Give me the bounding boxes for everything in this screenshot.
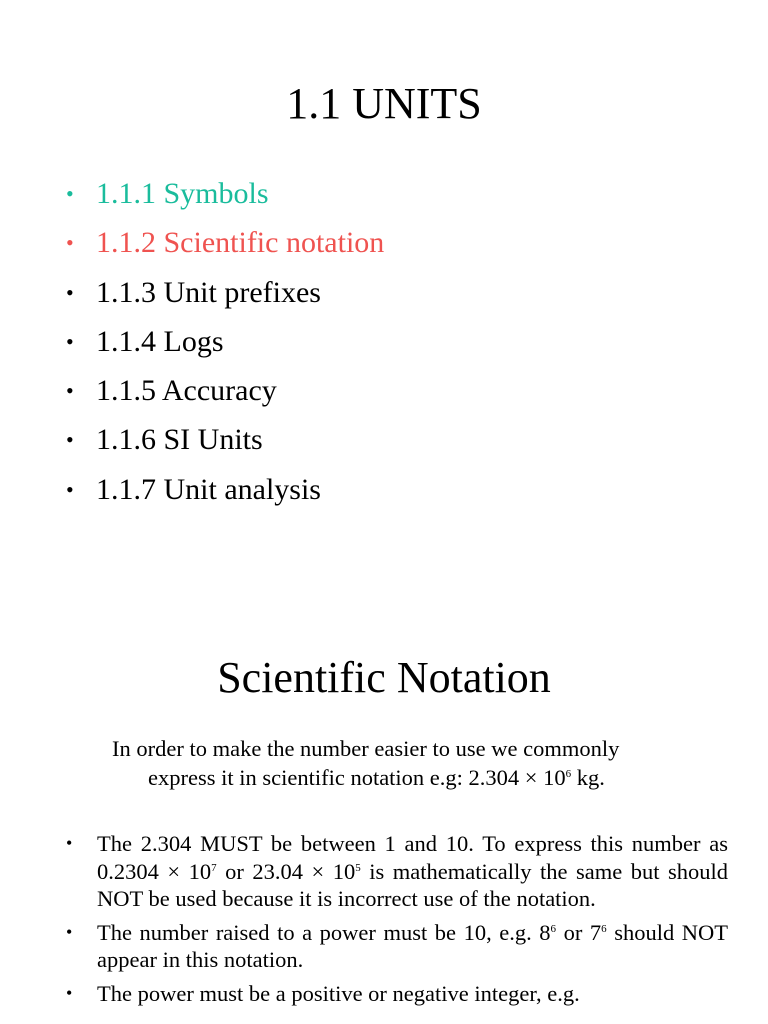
list-item	[66, 470, 384, 519]
exponent: 5	[355, 861, 361, 874]
exponent: 6	[565, 768, 572, 780]
intro-text: kg.	[571, 765, 605, 790]
bullet-dot-icon: •	[66, 181, 74, 206]
list-item-label: 1.1.6 SI Units	[96, 423, 263, 457]
rule-text: or 23.04 × 10	[216, 858, 356, 884]
list-item-label: 1.1.4 Logs	[96, 324, 224, 358]
bullet-dot-icon: •	[66, 230, 74, 256]
bullet-dot-icon: •	[66, 476, 74, 502]
rule-text: or 7	[556, 919, 602, 945]
list-item	[66, 273, 384, 322]
rule-text: The power must be a positive or negative integer, e.g.	[97, 980, 580, 1006]
bullet-dot-icon: •	[66, 921, 73, 942]
list-item-label: 1.1.1 Symbols	[96, 177, 269, 210]
list-item	[66, 174, 384, 223]
list-item	[66, 420, 384, 469]
list-item	[66, 371, 384, 420]
rule-text: is mathematically the same but should NOT be used because it is incorrect use of the notation.	[97, 858, 728, 911]
bullet-dot-icon: •	[66, 833, 73, 853]
slide-title: Scientific Notation	[217, 653, 551, 702]
exponent: 6	[550, 922, 557, 935]
bullet-dot-icon: •	[66, 279, 74, 305]
list-item	[66, 919, 728, 974]
bullet-dot-icon: •	[66, 328, 74, 354]
slide-title: 1.1 UNITS	[286, 79, 482, 128]
list-item-label: 1.1.3 Unit prefixes	[96, 275, 321, 309]
list-item-label: 1.1.7 Unit analysis	[96, 472, 321, 506]
list-item	[66, 830, 728, 913]
intro-text: express it in scientific notation e.g: 2.304 × 10	[148, 765, 566, 790]
list-item-label: 1.1.2 Scientific notation	[96, 226, 385, 260]
exponent: 6	[601, 922, 607, 935]
rules-list	[66, 830, 728, 1013]
rule-text: should NOT appear in this notation.	[97, 919, 728, 972]
intro-line: In order to make the number easier to use we commonly	[112, 736, 620, 761]
list-item	[66, 322, 384, 371]
rule-text: The 2.304 MUST be between 1 and 10. To express this number as 0.2304 × 10	[97, 831, 728, 884]
list-item	[66, 980, 728, 1008]
rule-text: The number raised to a power must be 10, e.g. 8	[97, 919, 551, 945]
intro-line	[112, 763, 712, 792]
exponent: 7	[211, 861, 217, 874]
intro-paragraph	[112, 734, 712, 792]
bullet-dot-icon: •	[66, 982, 73, 1003]
list-item-label: 1.1.5 Accuracy	[96, 374, 277, 408]
topics-list	[66, 174, 384, 519]
slide-scientific-notation	[0, 590, 768, 1024]
bullet-dot-icon: •	[66, 427, 74, 453]
list-item	[66, 223, 384, 272]
bullet-dot-icon: •	[66, 378, 74, 404]
